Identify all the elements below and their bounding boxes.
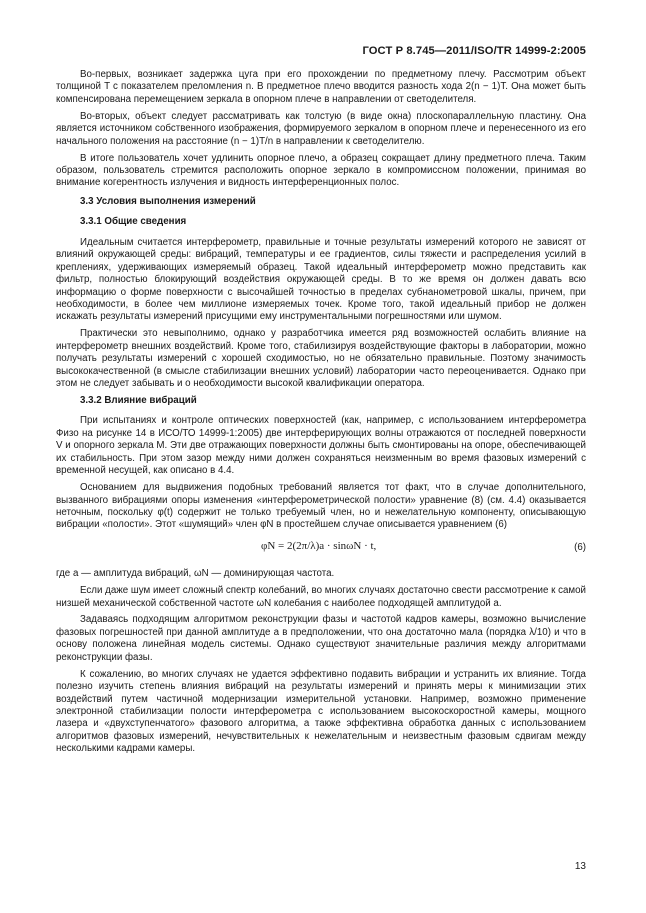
paragraph: Во-вторых, объект следует рассматривать как толстую (в виде окна) плоскопараллельную пластину. Она является источником собственного изображения, формируемого зеркалом в опорном плече и перенесенного из его начального положения на расстояние (n − 1)T/n в направлении к светоделителю. [56,110,586,147]
paragraph: Основанием для выдвижения подобных требований является тот факт, что в случае дополнительного, вызванного вибрациями опоры изменения «интерферометрической полости» уравнение (8) (см. 4.4) оказывается неточным, поскольку φ(t) содержит не только требуемый член, но и нежелательную компоненту, описывающую вибрации «полости». Этот «шумящий» член φN в простейшем случае описывается уравнением (6) [56,482,586,531]
standard-code-header: ГОСТ Р 8.745—2011/ISO/TR 14999-2:2005 [362,45,586,57]
paragraph: К сожалению, во многих случаях не удается эффективно подавить вибрации и устранить их влияние. Тогда полезно изучить степень влияния вибраций на результаты измерений и принять меры к минимизации этих воздействий путем частичной модернизации измерительной установки. Например, возможно применение электронной стабилизации полости интерферометра с использованием высокоскоростной камеры, мощного лазера и «двухступенчатого» фазового алгоритма, а также эффективна обработка данных с использованием алгоритмов фазовых измерений, нечувствительных к нежелательным и неизвестным фазовым сдвигам между несколькими кадрами камеры. [56,668,586,755]
equation-expression: φN = 2(2π/λ)a · sinωN · t, [261,540,377,553]
paragraph: В итоге пользователь хочет удлинить опорное плечо, а образец сокращает длину предметного плеча. Таким образом, пользователь стремится расположить опорное зеркало в компромиссном положении, принимая во внимание когерентность излучения и видность интерференционных полос. [56,152,586,189]
paragraph: Задаваясь подходящим алгоритмом реконструкции фазы и частотой кадров камеры, возможно вычисление фазовых погрешностей при данной амплитуде a в предположении, что она достаточно мала (порядка λ/10) и что в основу положена линейная модель системы. Однако существуют значительные различия между алгоритмами реконструкции фазы. [56,614,586,663]
section-heading-3-3-1: 3.3.1 Общие сведения [80,216,187,228]
equation-6 [56,536,586,564]
paragraph: Идеальным считается интерферометр, правильные и точные результаты измерений которого не зависят от влияний окружающей среды: вибраций, температуры и ее градиентов, силы тяжести и распределения усилий в креплениях, удерживающих измеряемый образец. Такой идеальный интерферометр можно представить как фильтр, полностью блокирующий воздействия окружающей среды. В то же время он должен давать всю информацию о форме поверхности с высочайшей точностью в пределах субнанометровой шкалы, причем, при необходимости, в более чем миллионе измеряемых точек. Кроме того, такой идеальный прибор не должен искажать результаты измерений присущими ему инструментальными погрешностями или шумом. [56,236,586,323]
paragraph: При испытаниях и контроле оптических поверхностей (как, например, с использованием интерферометра Физо на рисунке 14 в ИСО/ТО 14999-1:2005) две интерферирующих волны отражаются от последней поверхности V и опорного зеркала M. Эти две отражающих поверхности должны быть смонтированы на опоре, обеспечивающей их стабильность. При этом зазор между ними должен сохраняться неизменным во время фазовых измерений с временной несущей, как описано в 4.4. [56,415,586,477]
section-heading-3-3: 3.3 Условия выполнения измерений [80,195,256,207]
paragraph: Практически это невыполнимо, однако у разработчика имеется ряд возможностей ослабить влияние на интерферометр внешних воздействий. Кроме того, стабилизируя воздействующие факторы в лаборатории, можно получать результаты измерений с хорошей сходимостью, но не обязательно правильные. Поэтому значимость высококачественной (в смысле стабилизации внешних условий) лаборатории часто переоценивается. Однако при этом не следует забывать и о необходимости высокой квалификации оператора. [56,328,586,390]
equation-number: (6) [574,542,586,554]
section-heading-3-3-2: 3.3.2 Влияние вибраций [80,394,197,406]
paragraph: где a — амплитуда вибраций, ωN — доминирующая частота. [56,568,335,580]
document-body [56,69,586,760]
paragraph: Если даже шум имеет сложный спектр колебаний, во многих случаях достаточно свести рассмотрение к самой низшей механической собственной частоте ωN колебания с наиболее подходящей амплитудой a. [56,585,586,609]
page-number: 13 [574,861,586,872]
paragraph: Во-первых, возникает задержка цуга при его прохождении по предметному плечу. Рассмотрим объект толщиной T с показателем преломления n. В предметное плечо вводится разность хода 2(n − 1)T. Она может быть компенсирована перемещением зеркала в опорном плече в направлении от светоделителя. [56,69,586,105]
